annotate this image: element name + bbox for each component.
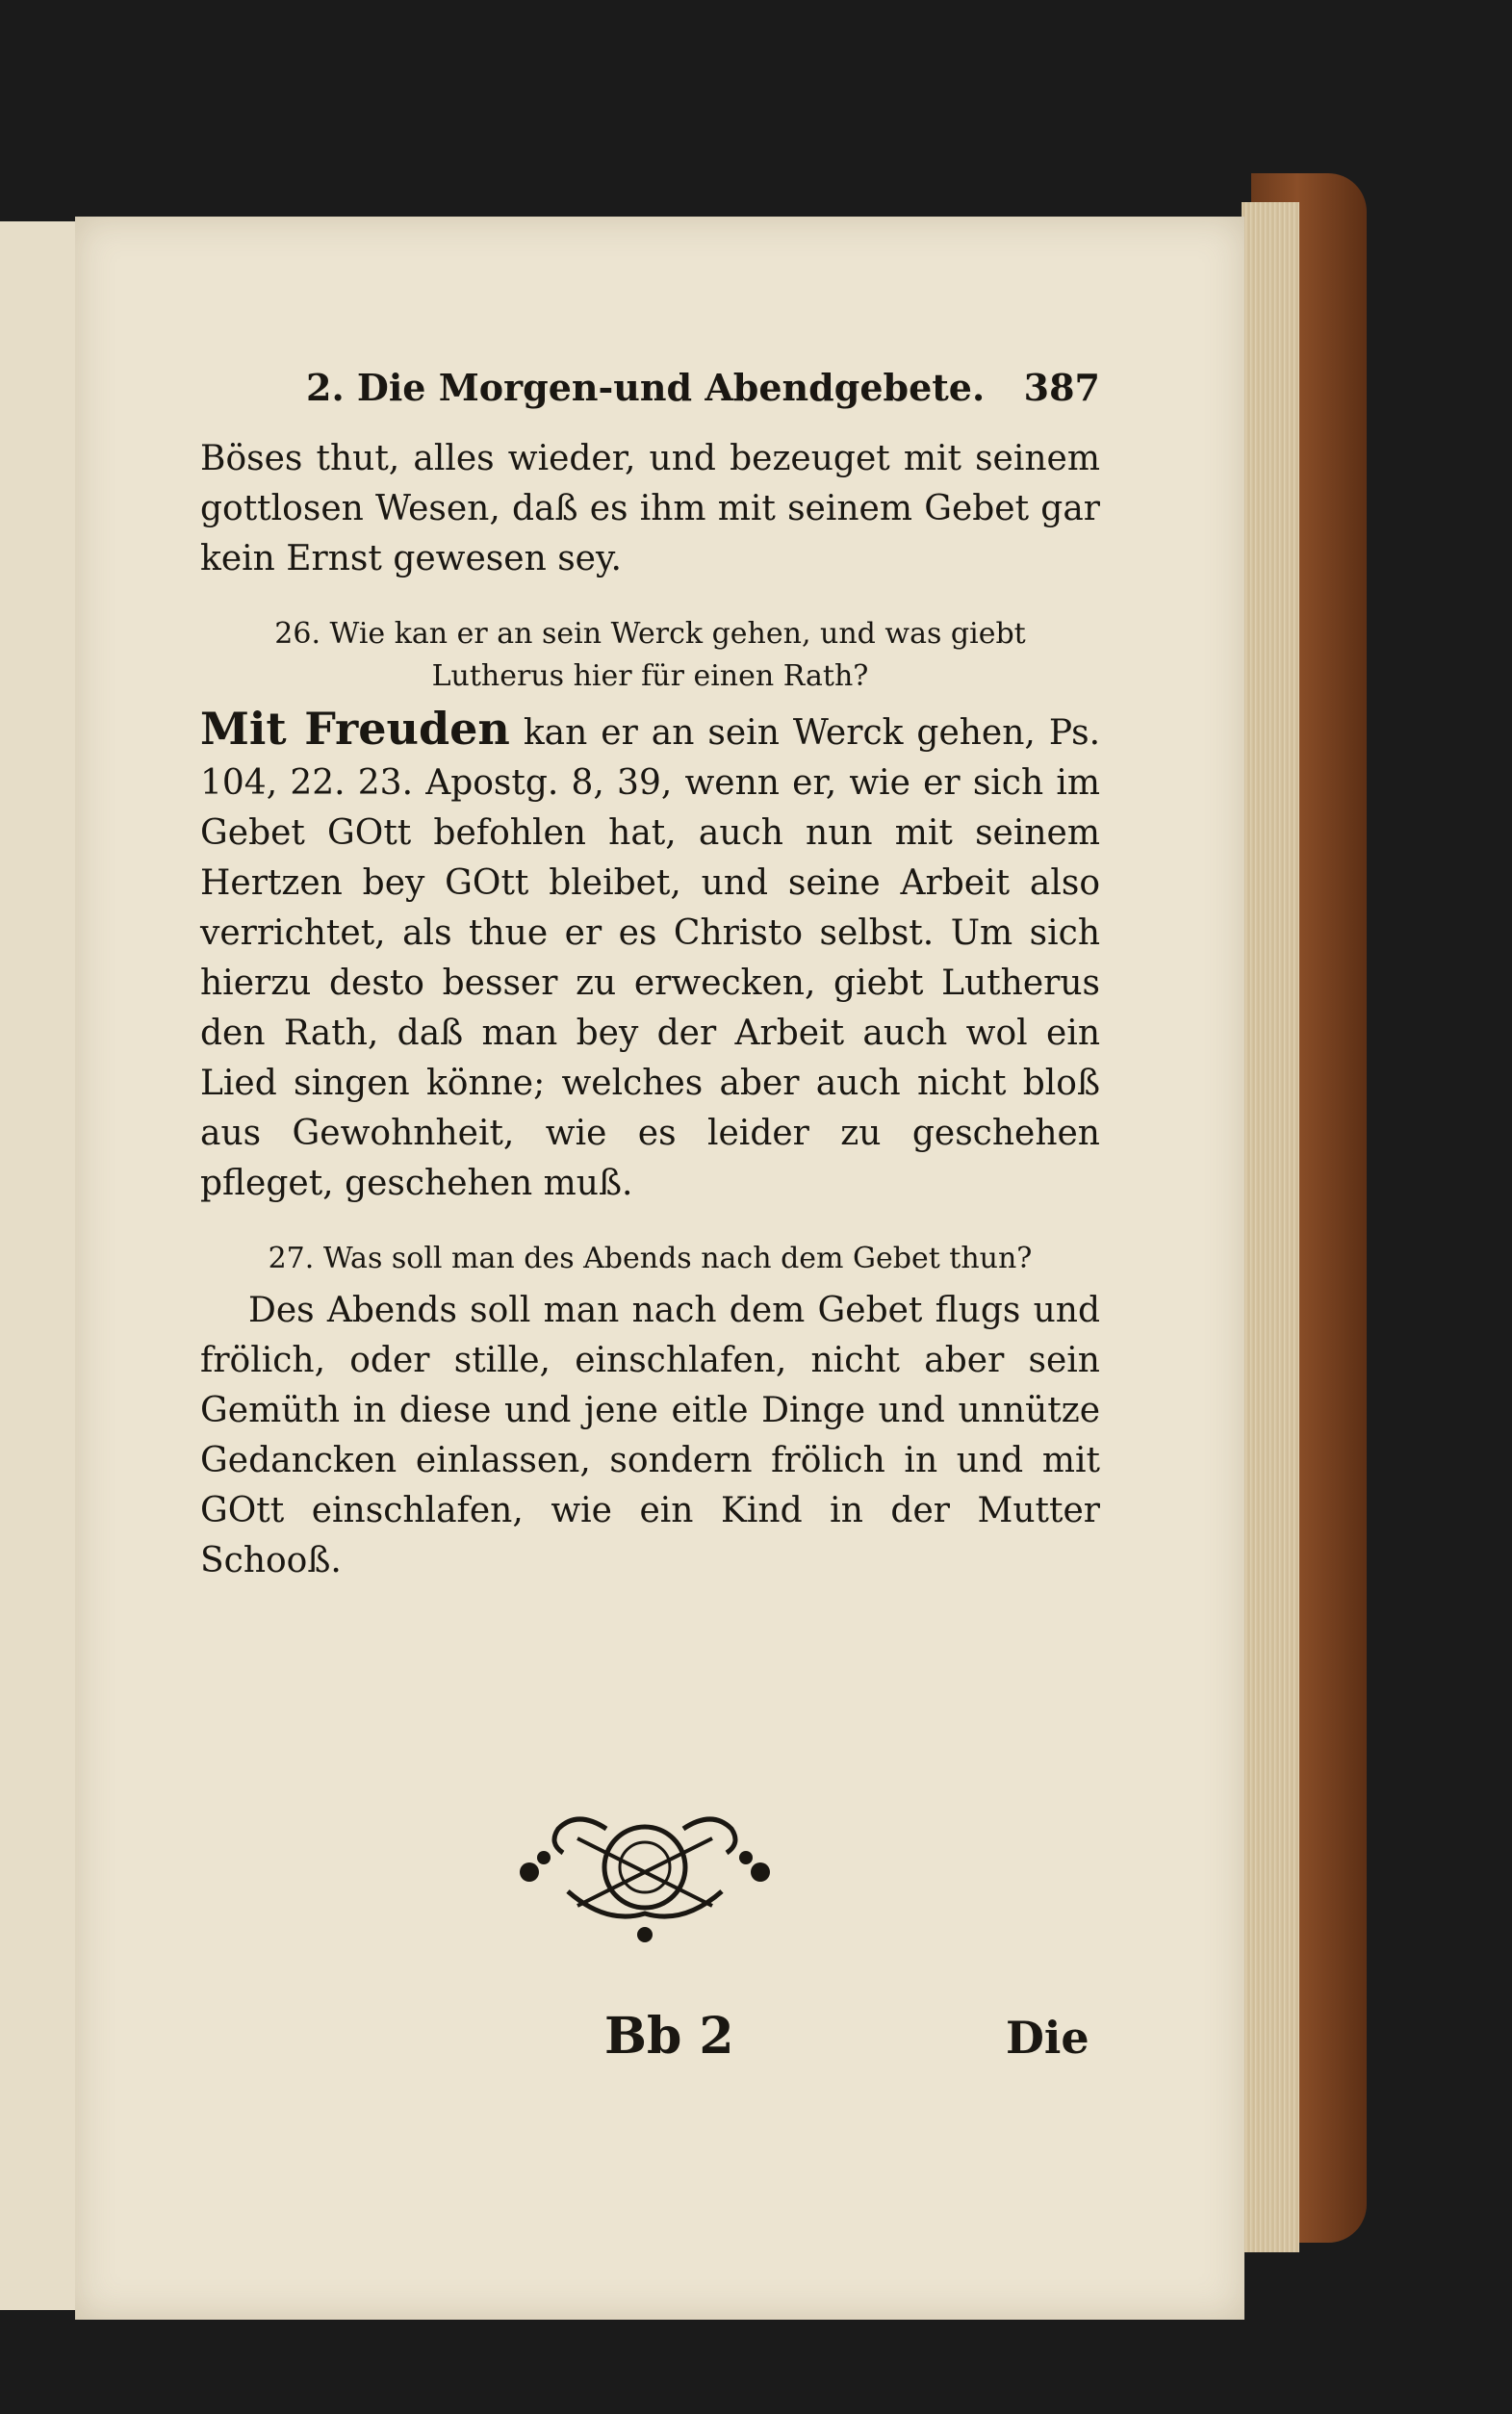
facing-page xyxy=(0,221,78,2310)
running-head xyxy=(200,366,1100,409)
paragraph-1: Böses thut, alles wieder, und bezeuget mit seinem gottlosen Wesen, daß es ihm mit seinem Gebet gar kein Ernst gewesen sey. xyxy=(200,439,1100,578)
floral-vignette-icon xyxy=(510,1800,780,1944)
question-27: 27. Was soll man des Abends nach dem Gebet thun? xyxy=(268,1242,1033,1275)
answer-body: kan er an sein Werck gehen, Ps. 104, 22. 23. Apostg. 8, 39, wenn er, wie er sich im Gebet GOtt befohlen hat, auch nun mit seinem Hertzen bey GOtt bleibet, und seine Arbeit also verrichtet, als thue er es Christo selbst. Um sich hierzu desto besser zu erwecken, giebt Lutherus den Rath, daß man bey der Arbeit auch wol ein Lied singen könne; welches aber auch nicht bloß aus Gewohnheit, wie es leider zu geschehen pfleget, geschehen muß. xyxy=(200,713,1101,1203)
catchword: Die xyxy=(1006,2012,1089,2064)
page-edges xyxy=(1242,202,1299,2252)
answer-26 xyxy=(200,704,1100,1209)
page-number: 387 xyxy=(1023,366,1100,409)
running-title: 2. Die Morgen-und Abendgebete. xyxy=(306,366,986,409)
signature-mark: Bb 2 xyxy=(604,2007,734,2066)
answer-27: Des Abends soll man nach dem Gebet flugs und frölich, oder stille, einschlafen, nicht aber sein Gemüth in diese und jene eitle Dinge und unnütze Gedancken einlassen, sondern frölich in und mit GOtt einschlafen, wie ein Kind in der Mutter Schooß. xyxy=(200,1291,1100,1580)
text-block xyxy=(200,366,1100,1586)
question-26: 26. Wie kan er an sein Werck gehen, und was giebt Lutherus hier für einen Rath? xyxy=(274,617,1026,693)
answer-lead: Mit Freuden xyxy=(200,703,510,755)
